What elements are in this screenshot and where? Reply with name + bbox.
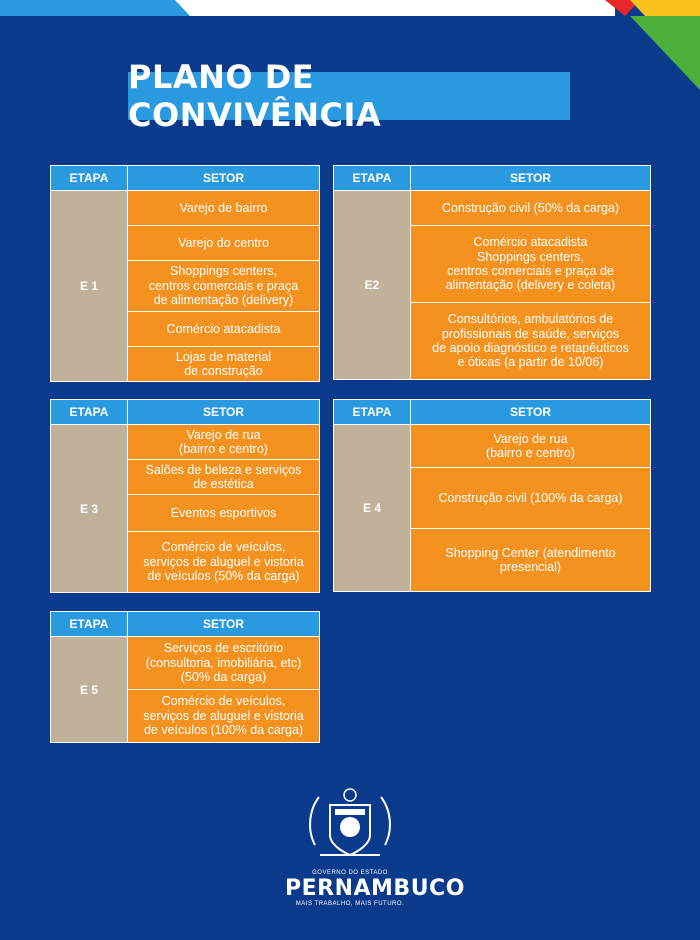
sector-cell: Construção civil (100% da carga) (438, 490, 623, 505)
top-stripe (0, 0, 700, 16)
sector-cell: Construção civil (50% da carga) (441, 200, 620, 215)
stage-table-e1 (50, 165, 320, 382)
sector-cell: Eventos esportivos (170, 505, 277, 520)
stage-table-e3 (50, 399, 320, 593)
setor-header: SETOR (128, 612, 320, 637)
sector-cell: Varejo de rua (bairro e centro) (486, 431, 575, 460)
sector-cell: Varejo de bairro (179, 200, 268, 215)
stage-table-e5 (50, 611, 320, 743)
etapa-header: ETAPA (51, 166, 128, 191)
stage-label: E 4 (334, 425, 411, 592)
stage-label: E 5 (51, 637, 128, 743)
sector-cell: Shopping Center (atendimento presencial) (445, 545, 616, 574)
sector-cell: Consultórios, ambulatórios de profissionais de saúde, serviços de apoio diagnóstico e retapêuticos e óticas (a partir de 10/06) (432, 312, 629, 370)
stage-table-e4 (333, 399, 651, 592)
sector-cell: Salões de beleza e serviços de estética (145, 462, 302, 491)
setor-header: SETOR (411, 166, 651, 191)
sector-cell: Comércio atacadista (166, 321, 281, 336)
etapa-header: ETAPA (51, 400, 128, 425)
sector-cell: Varejo de rua (bairro e centro) (179, 427, 268, 456)
stage-label: E 1 (51, 191, 128, 382)
page-title: PLANO DE CONVIVÊNCIA (128, 58, 382, 134)
stage-label: E2 (334, 191, 411, 380)
logo-tagline: MAIS TRABALHO, MAIS FUTURO. (295, 901, 405, 907)
sector-cell: Serviços de escritório (consultoria, imobiliária, etc) (50% da carga) (145, 641, 302, 685)
title-banner (128, 58, 570, 134)
corner-shape (620, 0, 700, 90)
logo-top-text: GOVERNO DO ESTADO (312, 870, 388, 876)
sector-cell: Varejo do centro (178, 235, 269, 250)
stage-table-e2 (333, 165, 651, 380)
sector-cell: Shoppings centers, centros comerciais e praça de alimentação (delivery) (148, 264, 299, 308)
coat-of-arms-icon (305, 785, 395, 865)
sector-cell: Comércio de veículos, serviços de aluguel e vistoria de veículos (100% da carga) (143, 694, 304, 738)
sector-cell: Lojas de material de construção (175, 349, 272, 378)
etapa-header: ETAPA (51, 612, 128, 637)
logo-name: PERNAMBUCO (285, 876, 465, 901)
etapa-header: ETAPA (334, 400, 411, 425)
pernambuco-logo (285, 785, 465, 920)
etapa-header: ETAPA (334, 166, 411, 191)
setor-header: SETOR (411, 400, 651, 425)
setor-header: SETOR (128, 400, 320, 425)
setor-header: SETOR (128, 166, 320, 191)
stage-label: E 3 (51, 425, 128, 593)
sector-cell: Comércio de veículos, serviços de aluguel e vistoria de veículos (50% da carga) (143, 540, 304, 584)
sector-cell: Comércio atacadista Shoppings centers, centros comerciais e praça de alimentação (delivery e coleta) (445, 235, 616, 293)
